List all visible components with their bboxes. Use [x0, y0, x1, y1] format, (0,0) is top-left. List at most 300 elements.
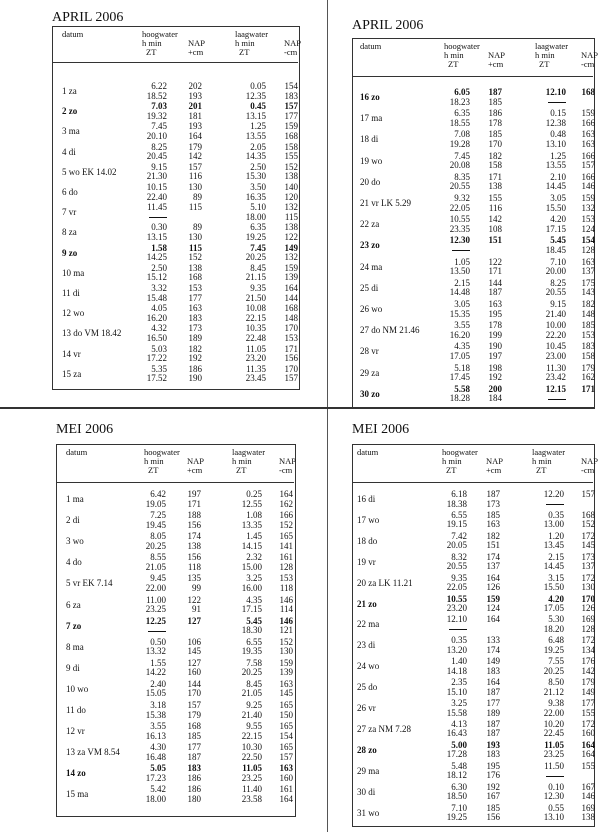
high-water-time: 3.18	[150, 700, 166, 710]
high-water-level: 163	[488, 299, 502, 309]
high-water-level: 192	[188, 353, 202, 364]
header-hoogwater: hoogwater	[142, 29, 178, 39]
low-water-level: 152	[581, 519, 595, 530]
high-water-level: 190	[488, 341, 502, 352]
low-water-level: 182	[581, 299, 595, 309]
high-water-level: 164	[486, 614, 500, 625]
day-label: 10 wo	[66, 683, 89, 694]
day-label: 19 wo	[360, 155, 383, 166]
low-water-level: 166	[581, 171, 595, 182]
high-water-level: 126	[486, 582, 500, 593]
high-water-time: 7.45	[454, 150, 470, 161]
low-water-time: 8.25	[550, 277, 566, 288]
header-hw-hmin: h min	[444, 50, 464, 60]
low-water-time: 12.38	[545, 117, 566, 128]
high-water-time: 10.15	[146, 182, 167, 192]
low-water-level: 155	[284, 151, 298, 162]
high-water-time: 19.15	[446, 519, 467, 530]
high-water-time: 18.52	[146, 90, 167, 101]
high-water-time: 10.55	[446, 593, 467, 604]
low-water-time: 23.25	[241, 772, 262, 783]
low-water-time: 9.25	[246, 700, 262, 710]
high-water-time: 18.50	[446, 791, 467, 802]
high-water-level: 199	[488, 329, 502, 340]
high-water-level: 163	[486, 519, 500, 530]
high-water-time: 8.32	[451, 551, 467, 562]
dash-mark	[452, 250, 470, 251]
low-water-time: 10.00	[545, 320, 566, 331]
high-water-level: 198	[488, 362, 502, 373]
high-water-time: 13.15	[146, 231, 167, 242]
low-water-level: 170	[284, 363, 298, 374]
high-water-time: 7.45	[151, 121, 167, 132]
low-water-time: 22.15	[241, 730, 262, 741]
high-water-level: 127	[187, 657, 201, 668]
high-water-time: 0.35	[451, 635, 467, 646]
header-hoogwater: hoogwater	[442, 447, 478, 457]
high-water-level: 178	[488, 117, 502, 128]
low-water-level: 166	[581, 117, 595, 128]
day-label: 27 do NM 21.46	[360, 325, 420, 336]
low-water-level: 176	[581, 656, 595, 667]
day-label: 20 do	[360, 176, 381, 187]
day-label: 11 di	[62, 288, 80, 298]
high-water-time: 23.25	[145, 604, 166, 614]
low-water-level: 163	[279, 763, 293, 774]
day-label: 28 zo	[357, 744, 377, 755]
high-water-time	[148, 626, 166, 635]
day-label: 12 vr	[66, 726, 85, 737]
high-water-level: 130	[188, 231, 202, 242]
day-label: 7 zo	[66, 620, 82, 631]
low-water-level: 158	[581, 350, 595, 361]
low-water-time: 21.50	[245, 292, 266, 303]
low-water-time: 2.10	[550, 171, 566, 182]
high-water-level: 192	[488, 372, 502, 383]
low-water-time	[546, 771, 564, 780]
low-water-time: 7.55	[548, 656, 564, 667]
high-water-time: 20.10	[146, 130, 167, 141]
high-water-time: 6.35	[454, 108, 470, 119]
low-water-time: 19.25	[245, 231, 266, 242]
high-water-time: 10.55	[449, 214, 470, 225]
low-water-level: 153	[581, 214, 595, 225]
header-lw-nap: NAP	[581, 50, 598, 60]
day-label: 27 za NM 7.28	[357, 723, 411, 734]
high-water-level: 181	[188, 110, 202, 121]
low-water-time: 13.10	[543, 812, 564, 822]
high-water-level: 130	[188, 182, 202, 192]
high-water-time: 22.05	[446, 582, 467, 593]
low-water-time: 23.42	[545, 372, 566, 383]
header-lw-minuscm: -cm	[279, 465, 293, 475]
low-water-level: 162	[279, 498, 293, 509]
high-water-time: 19.45	[145, 519, 166, 530]
high-water-time: 1.58	[151, 242, 167, 253]
low-water-level: 160	[581, 728, 595, 739]
low-water-level: 159	[284, 121, 298, 132]
low-water-time: 21.40	[241, 709, 262, 720]
low-water-level: 124	[581, 223, 595, 234]
low-water-level: 157	[284, 101, 298, 112]
day-label: 29 ma	[357, 765, 380, 776]
high-water-level: 185	[488, 96, 502, 107]
low-water-level: 183	[284, 90, 298, 101]
low-water-time: 0.35	[548, 509, 564, 520]
panel-title: APRIL 2006	[52, 10, 124, 25]
high-water-level: 189	[188, 332, 202, 343]
low-water-time: 11.30	[546, 362, 566, 373]
high-water-level: 186	[187, 784, 201, 795]
high-water-level: 171	[187, 498, 201, 509]
high-water-time: 5.48	[451, 760, 467, 771]
low-water-time: 8.45	[250, 262, 266, 273]
day-label: 31 wo	[357, 807, 380, 818]
high-water-level: 176	[486, 770, 500, 781]
header-lw-zt: ZT	[236, 465, 247, 475]
low-water-time: 1.25	[550, 150, 566, 161]
high-water-level: 174	[187, 531, 201, 542]
high-water-time: 4.30	[150, 742, 166, 753]
day-label: 17 wo	[357, 514, 380, 525]
panel-april-2	[352, 18, 598, 408]
high-water-time: 18.28	[449, 393, 470, 404]
low-water-level: 139	[284, 272, 298, 283]
low-water-time: 11.05	[246, 343, 266, 354]
high-water-time: 21.30	[146, 171, 167, 182]
day-label: 13 za VM 8.54	[66, 747, 120, 758]
low-water-level: 157	[581, 489, 595, 499]
low-water-time	[548, 394, 566, 403]
high-water-time: 3.55	[454, 320, 470, 331]
low-water-time: 6.48	[548, 635, 564, 646]
low-water-time: 15.50	[543, 582, 564, 593]
low-water-time: 3.50	[250, 182, 266, 192]
low-water-level: 128	[279, 561, 293, 572]
high-water-level: 152	[188, 252, 202, 263]
low-water-level: 165	[279, 700, 293, 710]
high-water-level: 186	[488, 108, 502, 119]
high-water-time: 6.42	[150, 489, 166, 499]
high-water-level: 201	[188, 101, 202, 112]
low-water-level: 142	[581, 665, 595, 676]
low-water-time: 0.10	[548, 781, 564, 792]
high-water-level: 173	[188, 323, 202, 334]
low-water-level: 137	[581, 266, 595, 277]
high-water-level: 174	[486, 644, 500, 655]
low-water-time: 1.08	[246, 510, 262, 521]
low-water-level: 146	[581, 181, 595, 192]
low-water-level: 183	[581, 341, 595, 352]
low-water-level: 171	[284, 343, 298, 354]
dash-mark	[546, 504, 564, 505]
low-water-level: 154	[581, 235, 595, 246]
high-water-level: 187	[486, 728, 500, 739]
day-label: 22 za	[360, 219, 380, 230]
header-lw-hmin: h min	[232, 456, 252, 466]
low-water-time: 2.50	[250, 161, 266, 172]
high-water-level: 115	[188, 242, 202, 253]
high-water-level: 164	[486, 677, 500, 688]
high-water-level: 179	[187, 709, 201, 720]
day-label: 28 vr	[360, 346, 379, 357]
low-water-level: 148	[284, 312, 298, 323]
day-label: 10 ma	[62, 267, 85, 278]
low-water-time: 22.50	[241, 751, 262, 762]
low-water-time: 1.20	[548, 530, 564, 541]
day-label: 24 wo	[357, 661, 380, 672]
low-water-time: 2.15	[548, 551, 564, 562]
day-label: 3 ma	[62, 126, 80, 137]
high-water-time: 17.22	[146, 353, 167, 364]
high-water-level: 189	[486, 707, 500, 718]
header-lw-minuscm: -cm	[581, 59, 595, 69]
header-lw-nap: NAP	[581, 456, 598, 466]
low-water-level: 140	[284, 182, 298, 192]
header-laagwater: laagwater	[232, 447, 266, 457]
panel-april-1	[52, 10, 300, 390]
high-water-time: 6.22	[151, 81, 167, 91]
low-water-time: 23.45	[245, 373, 266, 384]
low-water-level: 146	[279, 615, 293, 626]
low-water-level: 145	[581, 540, 595, 551]
high-water-level: 124	[486, 603, 500, 613]
low-water-time: 11.35	[246, 363, 266, 374]
day-label: 9 zo	[62, 247, 78, 258]
high-water-time: 18.23	[449, 96, 470, 107]
low-water-level: 162	[581, 372, 595, 383]
day-label: 30 zo	[360, 388, 380, 399]
low-water-level: 179	[581, 677, 595, 688]
low-water-time: 13.35	[241, 519, 262, 530]
high-water-time	[452, 246, 470, 255]
high-water-level: 138	[187, 540, 201, 551]
high-water-level: 193	[188, 90, 202, 101]
low-water-level: 165	[279, 742, 293, 753]
low-water-time: 16.35	[245, 191, 266, 202]
low-water-time: 0.05	[250, 81, 266, 91]
low-water-time: 18.30	[241, 625, 262, 636]
high-water-level: 195	[488, 308, 502, 319]
low-water-time: 12.15	[545, 383, 566, 394]
dash-mark	[546, 776, 564, 777]
low-water-level: 159	[581, 108, 595, 119]
low-water-time: 15.00	[241, 561, 262, 572]
high-water-time: 16.20	[449, 329, 470, 340]
low-water-time: 0.55	[548, 802, 564, 813]
high-water-time: 4.13	[451, 718, 467, 729]
day-label: 6 za	[66, 599, 81, 610]
low-water-level: 168	[284, 130, 298, 141]
low-water-level: 165	[279, 531, 293, 542]
low-water-time: 18.45	[545, 244, 566, 255]
low-water-time: 22.48	[245, 332, 266, 343]
high-water-level: 180	[187, 793, 201, 804]
high-water-time: 17.28	[446, 749, 467, 760]
high-water-level: 116	[488, 202, 502, 213]
high-water-level: 184	[488, 393, 502, 404]
high-water-time: 15.05	[145, 688, 166, 699]
day-label: 2 di	[66, 515, 80, 526]
high-water-level: 133	[486, 635, 500, 646]
low-water-level: 172	[581, 635, 595, 646]
low-water-time: 23.20	[245, 353, 266, 364]
day-label: 4 do	[66, 557, 82, 568]
high-water-level: 187	[486, 718, 500, 729]
low-water-time: 18.20	[543, 623, 564, 634]
low-water-level: 164	[581, 739, 595, 750]
low-water-time: 7.58	[246, 657, 262, 668]
day-label: 29 za	[360, 367, 380, 378]
high-water-level: 202	[188, 81, 202, 91]
header-lw-zt: ZT	[536, 465, 547, 475]
low-water-level: 132	[284, 202, 298, 213]
high-water-level: 145	[187, 646, 201, 657]
high-water-level: 186	[188, 363, 202, 374]
high-water-time: 5.03	[151, 343, 167, 354]
low-water-time: 4.20	[548, 593, 564, 604]
header-lw-minuscm: -cm	[581, 465, 595, 475]
high-water-level: 171	[488, 171, 502, 182]
high-water-level: 89	[193, 191, 202, 202]
high-water-level: 182	[488, 150, 502, 161]
header-hw-pluscm: +cm	[488, 59, 504, 69]
high-water-time: 17.45	[449, 372, 470, 383]
high-water-time: 22.00	[145, 582, 166, 593]
day-label: 17 ma	[360, 113, 383, 124]
high-water-time: 3.25	[451, 698, 467, 708]
low-water-level: 114	[279, 604, 293, 614]
high-water-time: 14.18	[446, 665, 467, 676]
low-water-level: 177	[581, 698, 595, 708]
high-water-level: 163	[188, 303, 202, 314]
low-water-time: 4.35	[246, 594, 262, 605]
high-water-level: 153	[188, 283, 202, 293]
high-water-level: 89	[193, 222, 202, 233]
vertical-divider	[327, 0, 328, 832]
high-water-time: 8.25	[151, 141, 167, 152]
low-water-level: 158	[284, 141, 298, 152]
low-water-time: 9.35	[250, 283, 266, 293]
low-water-level: 170	[284, 323, 298, 334]
high-water-time: 5.35	[151, 363, 167, 374]
low-water-time: 13.55	[545, 160, 566, 171]
high-water-time: 12.10	[446, 614, 467, 625]
header-datum: datum	[357, 447, 379, 457]
high-water-level: 135	[187, 573, 201, 584]
day-label: 16 zo	[360, 92, 380, 102]
low-water-time: 22.45	[543, 728, 564, 739]
high-water-level: 127	[187, 615, 201, 626]
low-water-level: 163	[581, 256, 595, 267]
header-rule	[56, 482, 294, 483]
low-water-level: 144	[284, 292, 298, 303]
high-water-level: 164	[486, 572, 500, 583]
high-water-level: 159	[486, 593, 500, 604]
high-water-time: 3.05	[454, 299, 470, 309]
low-water-time: 22.00	[543, 707, 564, 718]
high-water-time: 20.25	[145, 540, 166, 551]
low-water-time	[546, 500, 564, 509]
high-water-time: 18.00	[145, 793, 166, 804]
low-water-time: 14.45	[543, 561, 564, 572]
low-water-level: 161	[279, 784, 293, 795]
day-label: 25 do	[357, 682, 378, 693]
low-water-level: 138	[284, 171, 298, 182]
low-water-time: 3.05	[550, 193, 566, 203]
high-water-level: 185	[488, 129, 502, 140]
high-water-time: 14.25	[146, 252, 167, 263]
low-water-level: 155	[581, 760, 595, 771]
low-water-time: 4.20	[550, 214, 566, 225]
day-label: 14 vr	[62, 348, 81, 359]
day-label: 7 vr	[62, 207, 77, 218]
high-water-time	[149, 213, 167, 222]
high-water-time: 2.40	[150, 678, 166, 689]
high-water-level: 156	[187, 552, 201, 563]
low-water-time: 13.10	[545, 138, 566, 149]
high-water-time: 8.05	[150, 531, 166, 542]
low-water-level: 171	[581, 383, 595, 394]
day-label: 23 di	[357, 640, 376, 651]
low-water-level: 159	[284, 262, 298, 273]
high-water-time: 1.40	[451, 656, 467, 667]
low-water-level: 149	[581, 686, 595, 697]
low-water-time: 9.38	[548, 698, 564, 708]
day-label: 25 di	[360, 282, 379, 293]
low-water-time: 17.15	[545, 223, 566, 234]
high-water-time: 12.25	[145, 615, 166, 626]
high-water-time: 18.55	[449, 117, 470, 128]
panel-mei-1	[56, 422, 296, 817]
low-water-time: 1.45	[246, 531, 262, 542]
header-hw-nap: NAP	[486, 456, 504, 466]
low-water-time	[548, 98, 566, 107]
high-water-level: 118	[187, 561, 201, 572]
low-water-time: 17.05	[543, 603, 564, 613]
low-water-time: 12.55	[241, 498, 262, 509]
header-lw-zt: ZT	[539, 59, 550, 69]
high-water-time: 11.45	[147, 202, 167, 213]
low-water-time: 11.05	[544, 739, 564, 750]
low-water-level: 139	[279, 667, 293, 678]
low-water-time: 11.05	[242, 763, 262, 774]
low-water-level: 118	[279, 582, 293, 593]
low-water-level: 154	[279, 730, 293, 741]
high-water-level: 108	[488, 223, 502, 234]
high-water-time: 3.32	[151, 283, 167, 293]
high-water-time: 14.48	[449, 287, 470, 298]
low-water-level: 130	[279, 646, 293, 657]
header-hw-pluscm: +cm	[187, 465, 203, 475]
high-water-level: 91	[192, 604, 201, 614]
low-water-time: 12.20	[543, 489, 564, 499]
high-water-time: 15.35	[449, 308, 470, 319]
high-water-time	[449, 625, 467, 634]
low-water-level: 153	[581, 329, 595, 340]
high-water-time: 19.05	[145, 498, 166, 509]
day-label: 21 vr LK 5.29	[360, 198, 411, 208]
high-water-time: 15.12	[146, 272, 167, 283]
high-water-level: 144	[187, 678, 201, 689]
high-water-level: 164	[188, 130, 202, 141]
high-water-time: 2.35	[451, 677, 467, 688]
high-water-level: 187	[486, 686, 500, 697]
high-water-level: 142	[188, 151, 202, 162]
low-water-level: 132	[581, 202, 595, 213]
high-water-level: 157	[187, 700, 201, 710]
low-water-time: 1.25	[250, 121, 266, 132]
